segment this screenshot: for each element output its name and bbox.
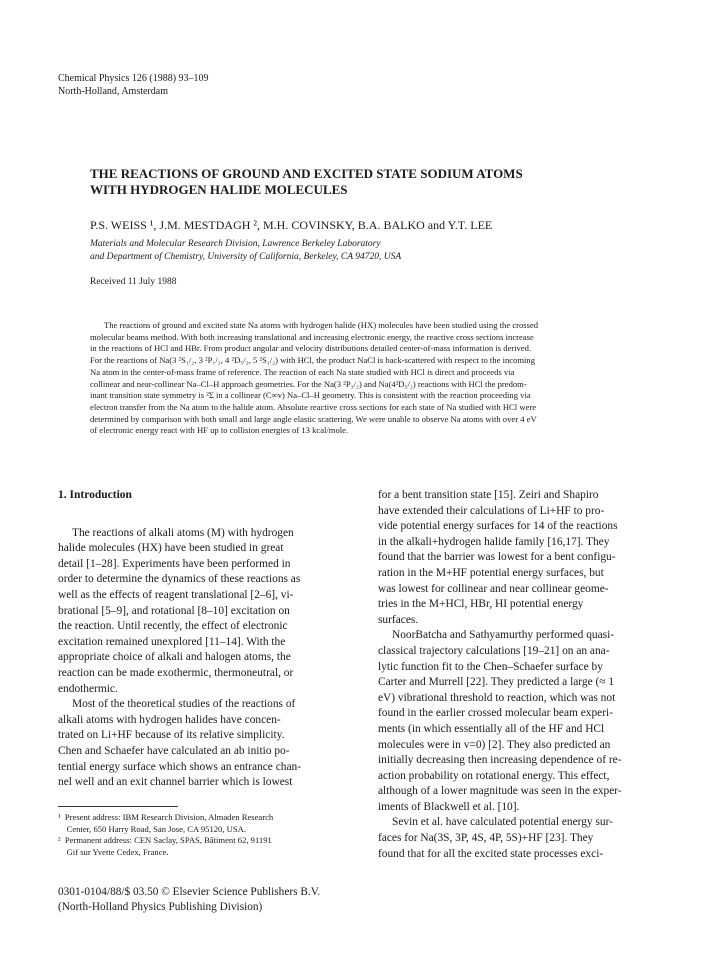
footnote-line: Center, 650 Harry Road, San Jose, CA 95120, USA. bbox=[58, 823, 246, 834]
abstract-line: determined by comparison with both small and large angle elastic scattering. We were unable to observe Na atoms with over 4 eV bbox=[90, 413, 537, 424]
body-text-line: initially decreasing then increasing dependence of re- bbox=[378, 754, 622, 767]
body-text-line: action probability on rotational energy. This effect, bbox=[378, 769, 610, 782]
body-text-line: brational [5–9], and rotational [8–10] excitation on bbox=[58, 604, 290, 617]
footnote-line: Gif sur Yvette Cedex, France. bbox=[58, 846, 169, 857]
abstract-line: molecular beams method. With both increasing translational and increasing electronic energy, the reactive cross sections increase bbox=[90, 331, 534, 342]
body-text-line: ments (in which essentially all of the HF and HCl bbox=[378, 722, 605, 735]
affiliation bbox=[90, 238, 401, 263]
body-text-line: NoorBatcha and Sathyamurthy performed quasi- bbox=[392, 629, 615, 642]
body-text-line: iments of Blackwell et al. [10]. bbox=[378, 800, 520, 813]
body-text-line: alkali atoms with hydrogen halides have concen- bbox=[58, 713, 281, 726]
title-line-2: WITH HYDROGEN HALIDE MOLECULES bbox=[90, 182, 348, 197]
body-text-line: faces for Na(3S, 3P, 4S, 4P, 5S)+HF [23]. They bbox=[378, 832, 594, 845]
body-text-line: eV) vibrational threshold to reaction, which was not bbox=[378, 691, 616, 704]
journal-publisher: North-Holland, Amsterdam bbox=[58, 86, 168, 97]
body-text-line: Chen and Schaefer have calculated an ab initio po- bbox=[58, 744, 290, 757]
body-text-line: found that the barrier was lowest for a bent configu- bbox=[378, 551, 616, 564]
body-text-line: order to determine the dynamics of these reactions as bbox=[58, 573, 301, 586]
footnote-line: ¹ Present address: IBM Research Division, Almaden Research bbox=[58, 812, 274, 822]
body-text-line: halide molecules (HX) have been studied in great bbox=[58, 542, 284, 555]
abstract-line: electron transfer from the Na atom to the halide atom. Absolute reactive cross sections for each state of Na studied with HCl were bbox=[90, 401, 537, 412]
section-heading: 1. Introduction bbox=[58, 489, 132, 501]
title-line-1: THE REACTIONS OF GROUND AND EXCITED STATE SODIUM ATOMS bbox=[90, 166, 523, 181]
abstract-line: The reactions of ground and excited state Na atoms with hydrogen halide (HX) molecules have been studied using the crossed bbox=[104, 320, 539, 330]
received-date: Received 11 July 1988 bbox=[90, 277, 177, 287]
footnote-line: ² Permanent address: CEN Saclay, SPAS, Bâtiment 62, 91191 bbox=[58, 835, 272, 846]
abstract-line: inant transition state symmetry is ²Σ in a collinear (C∞v) Na–Cl–H geometry. This is consistent with the reaction proceeding via bbox=[90, 390, 531, 401]
abstract bbox=[90, 320, 652, 437]
abstract-line: in the reactions of HCl and HBr. From product angular and velocity distributions detailed center-of-mass information is derived. bbox=[90, 343, 532, 354]
body-text-line: vide potential energy surfaces for 14 of the reactions bbox=[378, 520, 618, 533]
journal-header bbox=[58, 72, 209, 98]
author-list: P.S. WEISS ¹, J.M. MESTDAGH ², M.H. COVINSKY, B.A. BALKO and Y.T. LEE bbox=[90, 218, 493, 232]
abstract-line: of electronic energy react with HF up to collision energies of 13 kcal/mole. bbox=[90, 425, 349, 436]
section-spacer bbox=[58, 504, 354, 526]
body-text-line: have extended their calculations of Li+HF to pro- bbox=[378, 504, 605, 517]
body-text-line: tries in the M+HCl, HBr, HI potential energy bbox=[378, 598, 584, 611]
body-text-line: ration in the M+HF potential energy surfaces, but bbox=[378, 566, 604, 579]
copyright-footer bbox=[58, 885, 320, 915]
body-text-line: although of a lower magnitude was seen in the exper- bbox=[378, 785, 622, 798]
body-text-line: endothermic. bbox=[58, 682, 118, 695]
body-text-line: found in the earlier crossed molecular beam experi- bbox=[378, 707, 613, 720]
abstract-line: Na atom in the center-of-mass frame of reference. The reaction of each Na state studied with HCl is direct and proceeds via bbox=[90, 366, 515, 377]
body-text-line: The reactions of alkali atoms (M) with hydrogen bbox=[72, 526, 294, 539]
affiliation-line-2: and Department of Chemistry, University of California, Berkeley, CA 94720, USA bbox=[90, 251, 402, 262]
body-text-line: detail [1–28]. Experiments have been performed in bbox=[58, 557, 291, 570]
footnote-rule bbox=[58, 806, 178, 807]
body-text-line: trated on Li+HF because of its relative simplicity. bbox=[58, 729, 285, 742]
body-text-line: Carter and Murrell [22]. They predicted a large (≈ 1 bbox=[378, 676, 615, 689]
body-text-line: appropriate choice of alkali and halogen atoms, the bbox=[58, 651, 291, 664]
body-text-line: found that for all the excited state processes exci- bbox=[378, 847, 604, 860]
body-text-line: excitation remained unexplored [11–14]. With the bbox=[58, 635, 286, 648]
abstract-line: collinear and near-collinear Na–Cl–H approach geometries. For the Na(3 ²P₃/₂) and Na(4²D₅/₂) reactions with HCl the predom- bbox=[90, 378, 527, 389]
body-text-line: in the alkali+hydrogen halide family [16,17]. They bbox=[378, 535, 610, 548]
body-text-line: Sevin et al. have calculated potential energy sur- bbox=[392, 816, 613, 829]
body-text-line: for a bent transition state [15]. Zeiri and Shapiro bbox=[378, 489, 599, 501]
body-text-line: the reaction. Until recently, the effect of electronic bbox=[58, 620, 288, 633]
body-text-line: surfaces. bbox=[378, 613, 419, 626]
abstract-line: For the reactions of Na(3 ²S₁/₂, 3 ²P₁/₂, 4 ²D₅/₂, 5 ²S₁/₂) with HCl, the product NaCl is back-scattered with respect to the incoming bbox=[90, 355, 536, 366]
paper-title bbox=[90, 166, 650, 198]
body-text-line: reaction can be made exothermic, thermoneutral, or bbox=[58, 666, 294, 679]
body-text-line: tential energy surface which shows an entrance chan- bbox=[58, 760, 302, 773]
affiliation-line-1: Materials and Molecular Research Division, Lawrence Berkeley Laboratory bbox=[90, 239, 381, 249]
footer-line-1: 0301-0104/88/$ 03.50 © Elsevier Science Publishers B.V. bbox=[58, 886, 321, 898]
body-text-line: classical trajectory calculations [19–21] on an ana- bbox=[378, 644, 610, 657]
body-text-line: well as the effects of reagent translational [2–6], vi- bbox=[58, 588, 294, 601]
body-text-line: lytic function fit to the Chen–Schaefer surface by bbox=[378, 660, 603, 673]
journal-citation: Chemical Physics 126 (1988) 93–109 bbox=[58, 73, 209, 84]
body-text-line: Most of the theoretical studies of the reactions of bbox=[72, 698, 296, 711]
body-text-line: nel well and an exit channel barrier which is lowest bbox=[58, 776, 293, 789]
left-column bbox=[58, 488, 354, 791]
body-text-line: molecules were in v=0) [2]. They also predicted an bbox=[378, 738, 611, 751]
body-text-line: was lowest for collinear and near collinear geome- bbox=[378, 582, 609, 595]
right-column bbox=[378, 488, 674, 862]
footnotes bbox=[58, 812, 358, 858]
footer-line-2: (North-Holland Physics Publishing Division) bbox=[58, 901, 263, 913]
